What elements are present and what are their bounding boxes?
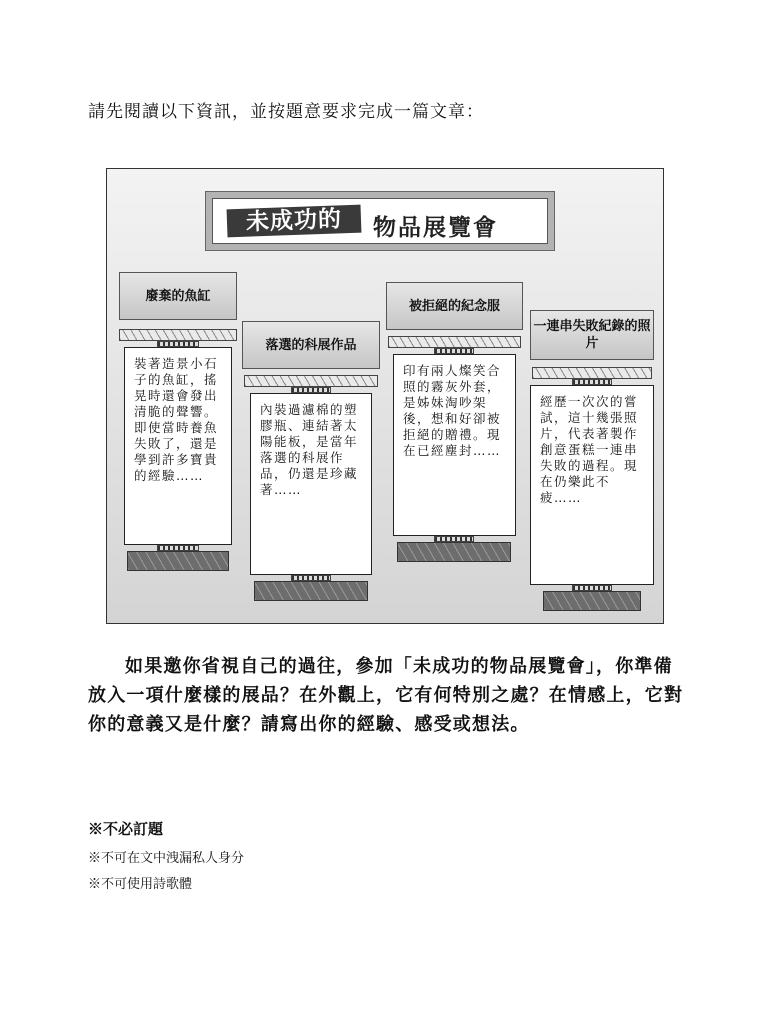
pillar-capital	[532, 367, 652, 379]
exhibit-title-failure-photos: 一連串失敗紀錄的照片	[530, 310, 654, 360]
banner-dark-text: 未成功的	[227, 205, 362, 238]
essay-prompt-text: 如果邀你省視自己的過往，參加「未成功的物品展覽會」，你準備放入一項什麼樣的展品？在外觀上，它有何特別之處？在情感上，它對你的意義又是什麼？請寫出你的經驗、感受或想法。	[88, 656, 684, 735]
note-rule-privacy: ※不可在文中洩漏私人身分	[88, 851, 245, 866]
exhibit-title-science-project: 落選的科展作品	[242, 321, 380, 369]
exhibit-card-science-project: 內裝過濾棉的塑膠瓶、連結著太陽能板，是當年落選的科展作品，仍還是珍藏著……	[250, 393, 372, 575]
pillar-base	[397, 542, 511, 562]
pillar-base	[254, 581, 368, 601]
pillar-base	[127, 551, 229, 571]
exhibit-card-fish-tank: 裝著造景小石子的魚缸，搖晃時還會發出清脆的聲響。即使當時養魚失敗了，還是學到許多寶貴的經驗……	[124, 347, 232, 545]
pillar-capital	[388, 336, 521, 348]
banner-light-text: 物品展覽會	[373, 215, 498, 241]
pillar-capital	[244, 375, 378, 387]
exhibit-title-rejected-gift: 被拒絕的紀念服	[386, 282, 523, 330]
instruction-text: 請先閱讀以下資訊，並按題意要求完成一篇文章：	[88, 102, 484, 122]
pillar-base	[543, 591, 641, 611]
exhibition-banner	[205, 191, 555, 251]
essay-prompt	[88, 652, 688, 739]
exhibit-title-fish-tank: 廢棄的魚缸	[119, 272, 237, 320]
pillar-capital	[119, 329, 237, 341]
note-rule-no-poetry: ※不可使用詩歌體	[88, 877, 193, 892]
exhibit-card-failure-photos: 經歷一次次的嘗試，這十幾張照片，代表著製作創意蛋糕一連串失敗的過程。現在仍樂此不疲……	[530, 385, 654, 585]
note-no-title: ※不必訂題	[88, 820, 164, 838]
exhibit-card-rejected-gift: 印有兩人燦笑合照的霧灰外套，是姊妹淘吵架後，想和好卻被拒絕的贈禮。現在已經塵封……	[393, 354, 516, 536]
exhibition-poster	[106, 168, 664, 624]
